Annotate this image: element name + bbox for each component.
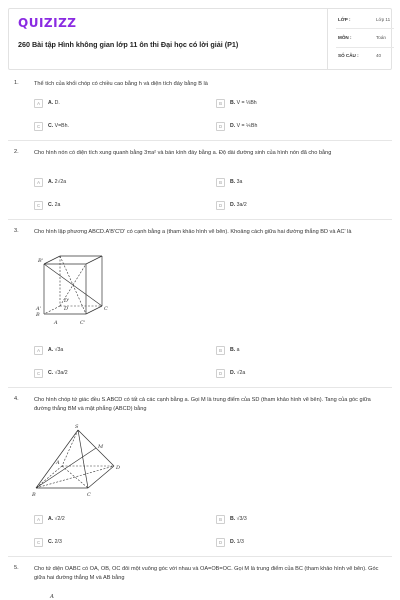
figure-label: B: [36, 312, 40, 318]
meta-class-key: LỚP :: [338, 17, 351, 22]
pyramid-figure: [30, 422, 130, 504]
option-value: √3/3: [236, 516, 247, 522]
figure-label: A: [54, 320, 58, 326]
option-letter-box: A: [34, 99, 43, 108]
option-letter-box: A: [34, 515, 43, 524]
question-text: Cho hình nón có diện tích xung quanh bằng 3πa² và bán kính đáy bằng a. Độ dài đường sinh của hình nón đã cho bằng: [34, 150, 332, 156]
option-value: 3a: [236, 179, 243, 185]
option-value: 2√2a: [54, 179, 67, 185]
option-letter-box: D: [216, 201, 225, 210]
question-text: Cho hình lập phương ABCD.A'B'C'D' có cạnh bằng a (tham khảo hình vẽ bên). Khoảng cách giữa hai đường thẳng BD và AC' là: [34, 229, 352, 235]
question-number: 4.: [14, 396, 19, 402]
question-divider: [8, 387, 392, 388]
option-letter-box: C: [34, 538, 43, 547]
figure-label: C': [80, 320, 86, 326]
question-number: 1.: [14, 80, 19, 86]
question-text: Cho hình chóp tứ giác đều S.ABCD có tất cả các cạnh bằng a. Gọi M là trung điểm của SD (tham khảo hình vẽ bên). Tang của góc giữa đường thẳng BM và mặt phẳng (ABCD) bằng: [34, 397, 371, 412]
worksheet-header: [8, 8, 392, 70]
option-letter-box: B: [216, 515, 225, 524]
question-text: Thể tích của khối chóp có chiều cao bằng h và diện tích đáy bằng B là: [34, 81, 208, 87]
option-letter-box: B: [216, 99, 225, 108]
figure-label: B: [32, 492, 36, 498]
question-divider: [8, 556, 392, 557]
option-value: 2a: [54, 202, 61, 208]
figure-label: B': [38, 258, 44, 264]
figure-label: D: [64, 306, 69, 312]
option-letter-box: A: [34, 346, 43, 355]
figure-label: S: [75, 424, 79, 430]
option-letter-box: C: [34, 122, 43, 131]
figure-label: C: [104, 306, 108, 312]
meta-count-value: 40: [376, 53, 382, 58]
question-number: 3.: [14, 228, 19, 234]
option-value: D.: [54, 100, 60, 106]
option-value: √2a: [236, 370, 246, 376]
meta-divider: [336, 47, 394, 48]
option-value: √2/2: [54, 516, 65, 522]
figure-label: M: [98, 444, 104, 450]
figure-label: A: [50, 594, 54, 600]
option-letter-box: B: [216, 178, 225, 187]
meta-class-value: Lớp 11: [376, 17, 391, 22]
figure-label: C: [87, 492, 91, 498]
worksheet-page: QUIZIZZ 260 Bài tập Hình không gian lớp 11 ôn thi Đại học có lời giải (P1) LỚP : Lớp 11 MÔN : Toán SỐ CÂU : 40 1. Thể tích của khối chóp có chiều cao bằng h và diện tích đáy bằng B là A A. D. B B. V = ⅓Bh C C. V=Bh. D D. V = ⅙Bh 2. Cho hình nón có diện tích xung quanh bằng 3πa² và bán kính đáy bằng a. Độ dài đường sinh của hình nón đã cho bằng A A. 2√2a B B. 3a C C. 2a D D. 3a/2 3. Cho hình lập phương ABCD.A'B'C'D' có cạnh bằng a (tham khảo hình vẽ bên). Khoảng cách giữa hai đường thẳng BD và AC' là B C D B' A' D' A C' A A. √3a B B. a C C. √3a/2 D D. √2a 4. Cho hình chóp tứ giác đều S.ABCD có tất cả các cạnh bằng a. Gọi M là trung điểm của SD (tham khảo hình vẽ bên). Tang của góc giữa đường thẳng BM và mặt phẳng (ABCD) bằng S M D A B C A A. √2/2 B B. √3/3 C C. 2/3 D D. 1/3 5. Cho tứ diện OABC có OA, OB, OC đôi một vuông góc với nhau và OA=OB=OC. Gọi M là trung điểm của BC (tham khảo hình vẽ bên). Góc giữa hai đường thẳng M và AB bằng A: [0, 0, 400, 600]
worksheet-title: 260 Bài tập Hình không gian lớp 11 ôn thi Đại học có lời giải (P1): [18, 40, 239, 49]
option-letter-box: D: [216, 369, 225, 378]
option-letter-box: A: [34, 178, 43, 187]
meta-class: [338, 17, 396, 27]
option-value: V = ⅓Bh: [236, 100, 257, 106]
quizizz-logo: QUIZIZZ: [18, 16, 77, 30]
option-letter-box: B: [216, 346, 225, 355]
option-letter-box: D: [216, 122, 225, 131]
worksheet-meta: [327, 9, 393, 69]
option-letter-box: D: [216, 538, 225, 547]
question-number: 5.: [14, 565, 19, 571]
option-value: V=Bh.: [54, 123, 69, 129]
meta-count-key: SỐ CÂU :: [338, 53, 359, 58]
option-value: V = ⅙Bh: [236, 123, 258, 129]
figure-label: D': [64, 298, 70, 304]
tetrahedron-figure: [44, 588, 74, 600]
meta-subject-value: Toán: [376, 35, 386, 40]
meta-count: [338, 53, 396, 63]
meta-subject: [338, 35, 396, 45]
option-value: 3a/2: [236, 202, 247, 208]
option-value: √3a/2: [54, 370, 68, 376]
option-value: 1/3: [236, 539, 244, 545]
question-divider: [8, 219, 392, 220]
question-number: 2.: [14, 149, 19, 155]
option-value: a: [236, 347, 240, 353]
figure-label: A': [36, 306, 41, 312]
option-value: √3a: [54, 347, 64, 353]
question-divider: [8, 140, 392, 141]
figure-label: D: [116, 465, 121, 471]
figure-label: A: [56, 460, 60, 466]
option-value: 2/3: [54, 539, 62, 545]
option-letter-box: C: [34, 369, 43, 378]
option-letter-box: C: [34, 201, 43, 210]
meta-divider: [336, 28, 394, 29]
question-text: Cho tứ diện OABC có OA, OB, OC đôi một vuông góc với nhau và OA=OB=OC. Gọi M là trung điểm của BC (tham khảo hình vẽ bên). Góc giữa hai đường thẳng M và AB bằng: [34, 566, 379, 581]
meta-subject-key: MÔN :: [338, 35, 352, 40]
cube-figure: [34, 252, 124, 334]
